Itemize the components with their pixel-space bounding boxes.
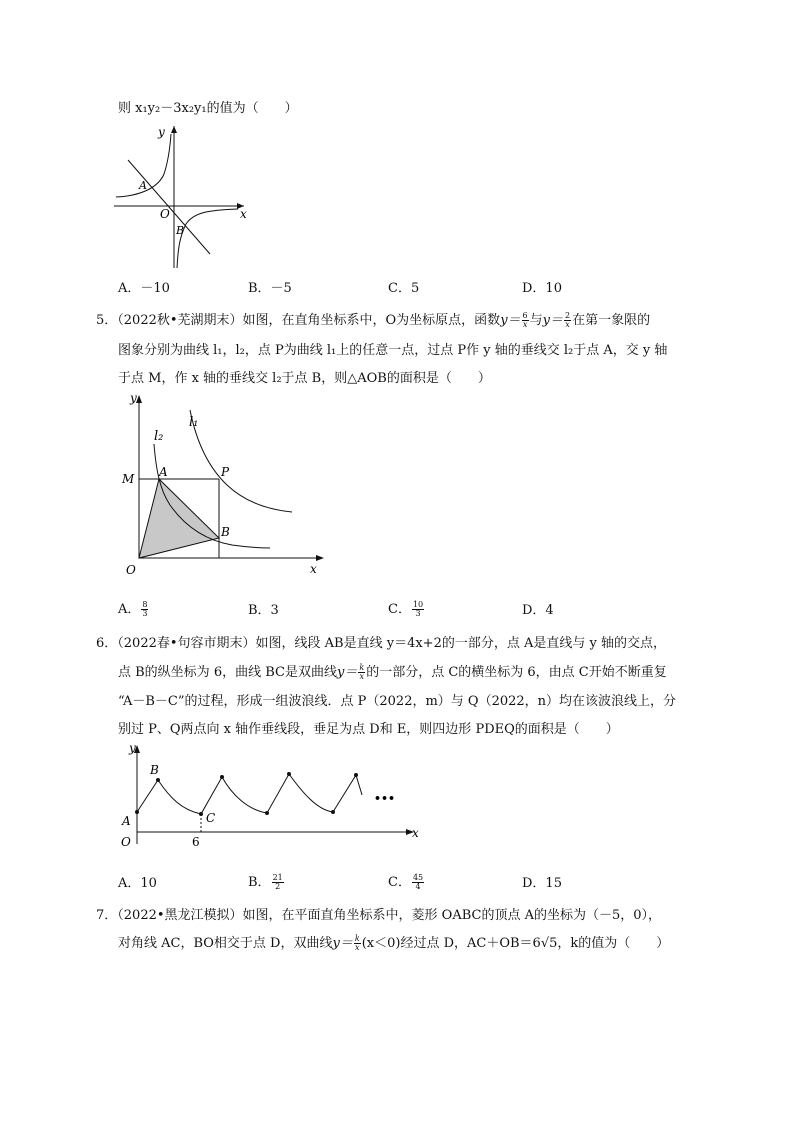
q6-choice-c[interactable]: C． $\frac{45}{4}$: [388, 873, 424, 891]
q5-label-B: B: [221, 525, 230, 539]
q5-line2: 图象分别为曲线 l₁，l₂，点 P为曲线 l₁上的任意一点，过点 P作 y 轴的垂线交 l₂于点 A，交 y 轴: [118, 343, 668, 358]
q5-choice-c[interactable]: C． $\frac{10}{3}$: [388, 600, 424, 618]
q6-label-x: x: [412, 826, 419, 840]
q5-label-A: A: [159, 465, 168, 479]
q5-label-y: y: [130, 391, 137, 405]
q6-point-peak3: [287, 772, 291, 776]
q5-label-origin: O: [126, 563, 136, 577]
q6-ellipsis: •••: [374, 792, 396, 805]
q5-curve-l1: [190, 410, 292, 512]
q6-point-peak2: [220, 775, 224, 779]
q7-line1: 7．（2022•黑龙江模拟）如图，在平面直角坐标系中，菱形 OABC的顶点 A的坐标为（－5，0），: [96, 908, 662, 923]
q6-wave: [137, 774, 362, 814]
q4-hyperbola-lower: [177, 209, 238, 268]
q4-choice-b[interactable]: B．－5: [248, 281, 292, 296]
q5-label-l1: l₁: [189, 415, 199, 430]
q5-choice-b[interactable]: B．3: [248, 603, 279, 618]
q6-label-B: B: [150, 763, 159, 777]
q6-choice-b[interactable]: B． $\frac{21}{2}$: [248, 873, 283, 891]
q6-point-trough3: [331, 810, 335, 814]
q4-label-A: A: [139, 179, 147, 192]
q6-label-y: y: [129, 741, 136, 755]
q5-label-l2: l₂: [154, 429, 164, 444]
q6-point-peak4: [354, 773, 358, 777]
q7-line2: 对角线 AC，BO相交于点 D，双曲线y＝ $\frac{k}{x}$ (x＜0)经过点 D，AC＋OB＝6√5，k的值为（ ）: [118, 934, 670, 952]
q4-label-y: y: [158, 125, 165, 139]
q5-line3: 于点 M，作 x 轴的垂线交 l₂于点 B，则△AOB的面积是（ ）: [118, 371, 491, 386]
q5-choice-a[interactable]: A． $\frac{8}{3}$: [118, 600, 148, 618]
q6-choice-d[interactable]: D．15: [522, 876, 562, 891]
q5-label-P: P: [221, 465, 230, 479]
q6-label-A: A: [122, 814, 131, 828]
q6-line4: 别过 P、Q两点向 x 轴作垂线段，垂足为点 D和 E，则四边形 PDEQ的面积是（ ）: [118, 722, 619, 737]
q5-label-M: M: [122, 472, 135, 486]
q4-choice-d[interactable]: D．10: [522, 281, 562, 296]
q6-figure: [112, 740, 427, 852]
q4-choice-c[interactable]: C．5: [388, 281, 420, 296]
q6-label-origin: O: [121, 835, 131, 849]
q4-label-B: B: [176, 224, 185, 237]
q6-point-A: [135, 810, 139, 814]
q5-line1: 5．（2022秋•芜湖期末）如图，在直角坐标系中，O为坐标原点，函数y＝ $\frac{6}{x}$ 与y＝ $\frac{2}{x}$ 在第一象限的: [96, 311, 651, 329]
q4-figure: [110, 118, 260, 273]
q4-choice-a[interactable]: A．－10: [118, 281, 170, 296]
q5-label-x: x: [310, 562, 317, 576]
q6-point-trough2: [265, 811, 269, 815]
q6-point-C: [199, 812, 203, 816]
q4-label-x: x: [240, 207, 247, 221]
q6-line2: 点 B的纵坐标为 6，曲线 BC是双曲线y＝ $\frac{k}{x}$ 的一部分，点 C的横坐标为 6，由点 C开始不断重复: [118, 663, 667, 681]
q6-choice-a[interactable]: A．10: [118, 876, 157, 891]
q4-stem: 则 x₁y₂－3x₂y₁的值为（ ）: [118, 101, 298, 116]
q6-label-six: 6: [192, 835, 200, 849]
q6-point-B: [156, 778, 160, 782]
q6-line3: “A－B－C”的过程，形成一组波浪线．点 P（2022，m）与 Q（2022，n）均在该波浪线上，分: [118, 694, 677, 709]
q5-triangle-aob: [139, 479, 219, 558]
q6-line1: 6．（2022春•句容市期末）如图，线段 AB是直线 y＝4x+2的一部分，点 A是直线与 y 轴的交点，: [96, 636, 666, 651]
q4-label-origin: O: [160, 207, 170, 221]
q5-choice-d[interactable]: D．4: [522, 603, 554, 618]
q6-label-C: C: [206, 811, 216, 825]
q5-figure: [112, 390, 332, 580]
